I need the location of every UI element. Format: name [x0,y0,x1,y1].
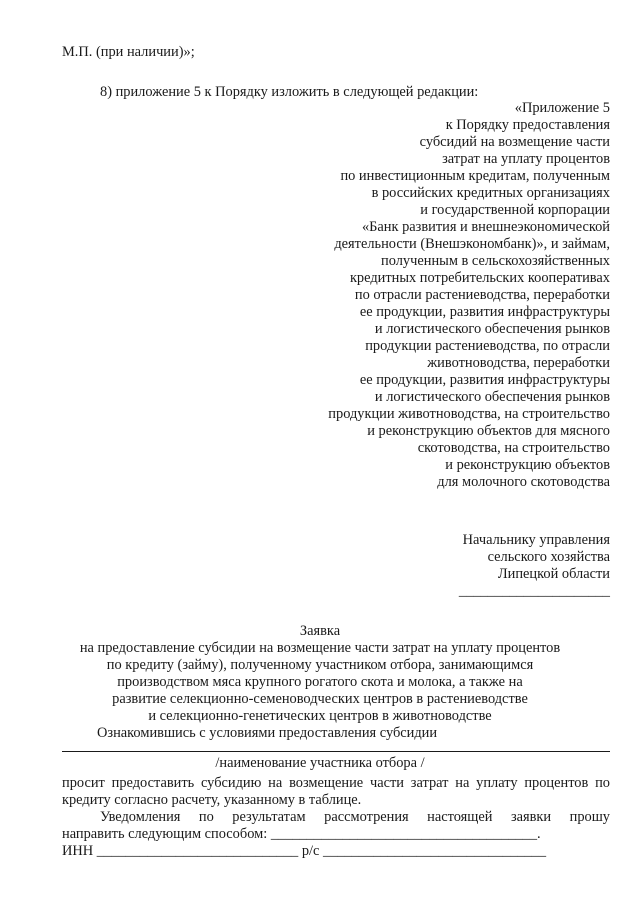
familiar-line: Ознакомившись с условиями предоставления субсидии [97,725,438,741]
appendix-line: полученным в сельскохозяйственных [381,253,610,269]
document-title: Заявка [299,623,341,639]
addressee-blank[interactable]: _____________________ [458,583,610,599]
addressee-line: Липецкой области [497,566,610,582]
appendix-line: по инвестиционным кредитам, полученным [340,168,610,184]
appendix-line: в российских кредитных организациях [371,185,610,201]
delivery-method-field[interactable]: направить следующим способом: _____________________________________. [62,826,541,842]
subtitle-line: производством мяса крупного рогатого скота и молока, а также на [117,674,523,690]
appendix-line: к Порядку предоставления [445,117,610,133]
appendix-line: деятельности (Внешэкономбанк)», и займам, [334,236,610,252]
appendix-line: и государственной корпорации [420,202,610,218]
appendix-line: животноводства, переработки [427,355,610,371]
subtitle-line: и селекционно-генетических центров в животноводстве [148,708,492,724]
appendix-line: ее продукции, развития инфраструктуры [359,304,610,320]
appendix-line: кредитных потребительских кооперативах [349,270,610,286]
appendix-line: по отрасли растениеводства, переработки [354,287,610,303]
participant-name-field[interactable] [62,751,610,752]
appendix-line: и реконструкцию объектов для мясного [367,423,610,439]
notice-line: Уведомления по результатам рассмотрения настоящей заявки прошу [100,809,610,825]
appendix-line: «Банк развития и внешнеэкономической [361,219,610,235]
appendix-line: и логистического обеспечения рынков [374,389,610,405]
subtitle-line: по кредиту (займу), полученному участником отбора, занимающимся [106,657,534,673]
appendix-line: и логистического обеспечения рынков [374,321,610,337]
appendix-line: и реконструкцию объектов [445,457,610,473]
stamp-line: М.П. (при наличии)»; [62,44,195,60]
appendix-line: скотоводства, на строительство [417,440,610,456]
appendix-line: «Приложение 5 [514,100,610,116]
appendix-line: затрат на уплату процентов [442,151,610,167]
inn-account-field[interactable]: ИНН ____________________________ р/с _______________________________ [62,843,547,859]
subtitle-line: на предоставление субсидии на возмещение части затрат на уплату процентов [79,640,561,656]
appendix-line: для молочного скотоводства [437,474,610,490]
appendix-line: ее продукции, развития инфраструктуры [359,372,610,388]
participant-caption: /наименование участника отбора / [215,755,425,771]
request-line: кредиту согласно расчету, указанному в таблице. [62,792,362,808]
item-8: 8) приложение 5 к Порядку изложить в следующей редакции: [100,84,479,100]
request-line: просит предоставить субсидию на возмещение части затрат на уплату процентов по [62,775,610,791]
addressee-line: Начальнику управления [462,532,610,548]
addressee-line: сельского хозяйства [487,549,610,565]
subtitle-line: развитие селекционно-семеноводческих центров в растениеводстве [112,691,528,707]
appendix-line: продукции растениеводства, по отрасли [365,338,610,354]
appendix-line: субсидий на возмещение части [419,134,610,150]
appendix-line: продукции животноводства, на строительство [328,406,610,422]
